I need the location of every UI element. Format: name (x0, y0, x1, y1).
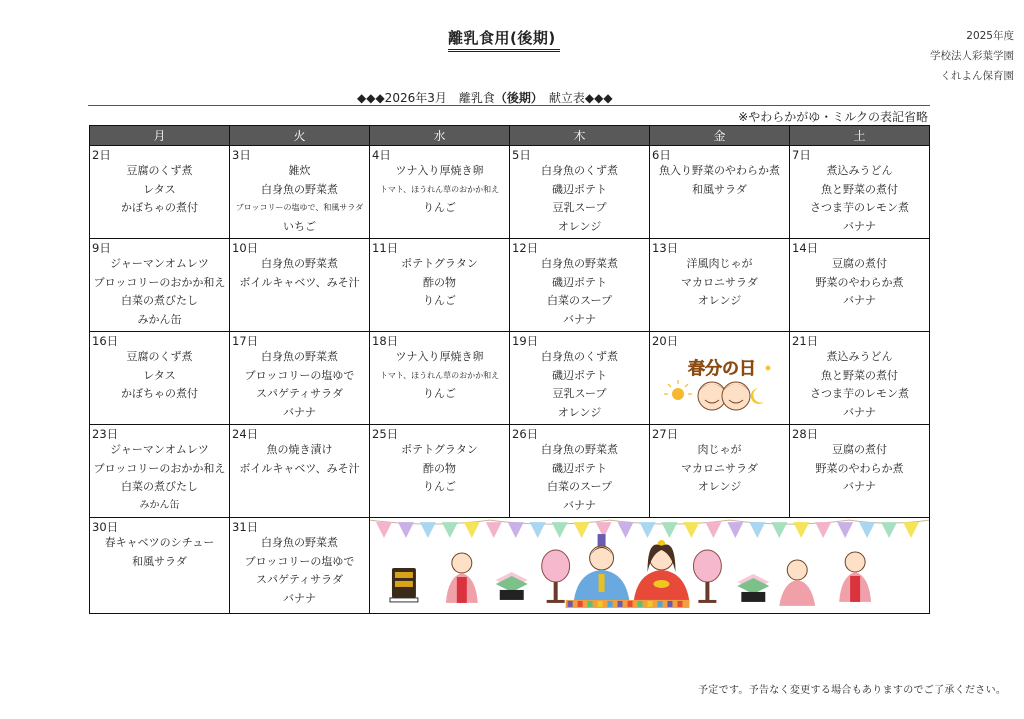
meal-item: マカロニサラダ (681, 461, 758, 475)
day-number: 7日 (792, 148, 811, 162)
day-cell (790, 332, 930, 425)
meal-item: 春キャベツのシチュー (104, 536, 215, 549)
day-number: 10日 (232, 241, 259, 255)
meal-item: 魚と野菜の煮付 (821, 182, 898, 196)
subtitle-suffix: 献立表◆◆◆ (536, 91, 613, 105)
subtitle-stage: （後期） (494, 91, 537, 105)
day-number: 21日 (792, 334, 819, 348)
meal-item: 白菜のスープ (547, 294, 612, 308)
weekday-sat: 土 (790, 126, 930, 146)
meal-item: ジャーマンオムレツ (110, 257, 209, 270)
day-cell (650, 239, 790, 332)
meal-item: レタス (143, 368, 176, 382)
meal-item: 白身魚の野菜煮 (261, 257, 338, 270)
hina-dolls-illustration (370, 518, 929, 610)
meal-item: 白身魚の野菜煮 (541, 257, 618, 270)
organization-info (930, 26, 1014, 86)
meal-item: ツナ入り厚焼き卵 (395, 350, 484, 363)
nursery-name: くれよん保育園 (940, 70, 1014, 82)
meal-item: 煮込みうどん (826, 164, 893, 177)
meal-item: ブロッコリーの塩ゆで、和風サラダ (235, 203, 364, 213)
meal-item: バナナ (843, 480, 876, 494)
document-title: 離乳食用(後期) (448, 27, 560, 52)
svg-text:春分の日: 春分の日 (688, 359, 756, 379)
day-cell (370, 332, 510, 425)
meal-item: バナナ (843, 294, 876, 308)
meal-item: 磯辺ポテト (552, 182, 607, 196)
day-cell (230, 146, 370, 239)
day-number: 27日 (652, 427, 679, 441)
day-number: 9日 (92, 241, 111, 255)
day-number: 31日 (232, 520, 259, 534)
meal-item: りんご (423, 294, 456, 308)
day-cell (90, 239, 230, 332)
day-number: 20日 (652, 334, 679, 348)
day-cell (230, 425, 370, 518)
day-cell (370, 146, 510, 239)
meal-item: 白身魚の野菜煮 (541, 443, 618, 456)
meal-item: ブロッコリーのおかか和え (93, 461, 226, 475)
meal-item: 磯辺ポテト (552, 275, 607, 289)
day-cell (370, 425, 510, 518)
meal-item: ジャーマンオムレツ (110, 443, 209, 456)
meal-item: りんご (423, 480, 456, 494)
omission-note: ※やわらかがゆ・ミルクの表記省略 (738, 110, 928, 124)
meal-item: 煮込みうどん (826, 350, 893, 363)
meal-item: さつま芋のレモン煮 (810, 201, 909, 215)
meal-item: 野菜のやわらか煮 (815, 461, 904, 475)
subtitle-prefix: ◆◆◆2026年3月 離乳食 (357, 91, 495, 105)
meal-item: 豆腐の煮付 (832, 257, 887, 270)
day-cell (230, 332, 370, 425)
day-cell (510, 332, 650, 425)
meal-item: かぼちゃの煮付 (121, 387, 198, 401)
meal-item: トマト、ほうれん草のおかか和え (379, 184, 500, 194)
meal-item: ポテトグラタン (401, 443, 478, 456)
meal-item: ブロッコリーのおかか和え (93, 275, 226, 289)
meal-item: オレンジ (697, 480, 742, 494)
footer-disclaimer: 予定です。予告なく変更する場合もありますのでご了承ください。 (698, 685, 1007, 696)
day-cell (790, 239, 930, 332)
day-number: 13日 (652, 241, 679, 255)
day-cell (650, 146, 790, 239)
meal-item: スパゲティサラダ (255, 573, 343, 587)
meal-item: 白身魚の野菜煮 (261, 350, 338, 363)
day-cell (230, 239, 370, 332)
meal-item: バナナ (283, 591, 316, 605)
meal-item: さつま芋のレモン煮 (810, 387, 909, 401)
day-number: 17日 (232, 334, 259, 348)
meal-item: 豆腐のくず煮 (126, 350, 193, 363)
day-number: 26日 (512, 427, 539, 441)
day-cell (90, 425, 230, 518)
day-number: 2日 (92, 148, 111, 162)
meal-item: ポテトグラタン (401, 257, 478, 270)
day-number: 16日 (92, 334, 119, 348)
menu-calendar (89, 125, 930, 614)
weekday-header-row (90, 126, 930, 146)
meal-item: バナナ (563, 498, 596, 512)
day-number: 6日 (652, 148, 671, 162)
meal-item: バナナ (843, 219, 876, 233)
meal-item: 魚と野菜の煮付 (821, 368, 898, 382)
meal-item: ツナ入り厚焼き卵 (395, 164, 484, 177)
week-row (90, 518, 930, 614)
menu-subtitle (357, 89, 613, 106)
meal-item: 豆腐のくず煮 (126, 164, 193, 177)
day-cell (650, 332, 790, 425)
meal-item: 和風サラダ (132, 554, 187, 568)
meal-item: バナナ (843, 405, 876, 419)
school-corp-name: 学校法人彩葉学園 (930, 50, 1014, 62)
day-number: 4日 (372, 148, 391, 162)
weekday-fri: 金 (650, 126, 790, 146)
day-cell (90, 146, 230, 239)
meal-item: レタス (143, 182, 176, 196)
day-number: 25日 (372, 427, 399, 441)
day-number: 3日 (232, 148, 251, 162)
meal-item: 白身魚の野菜煮 (261, 182, 338, 196)
meal-item: 洋風肉じゃが (686, 257, 753, 270)
divider-line (88, 105, 930, 106)
day-cell (790, 425, 930, 518)
meal-item: 白身魚の野菜煮 (261, 536, 338, 549)
meal-item: 魚入り野菜のやわらか煮 (659, 164, 780, 177)
meal-item: オレンジ (697, 294, 742, 308)
meal-item: オレンジ (557, 405, 602, 419)
meal-item: いちご (283, 219, 316, 233)
day-number: 11日 (372, 241, 399, 255)
week-row (90, 425, 930, 518)
day-number: 14日 (792, 241, 819, 255)
meal-item: みかん缶 (137, 312, 182, 326)
week-row (90, 146, 930, 239)
meal-item: 酢の物 (423, 275, 456, 289)
meal-item: ブロッコリーの塩ゆで (244, 368, 355, 382)
day-number: 30日 (92, 520, 119, 534)
meal-item: スパゲティサラダ (255, 387, 343, 401)
day-cell (650, 425, 790, 518)
meal-item: りんご (423, 387, 456, 401)
day-number: 12日 (512, 241, 539, 255)
day-number: 18日 (372, 334, 399, 348)
meal-item: 白身魚のくず煮 (541, 164, 618, 177)
day-cell (230, 518, 370, 614)
week-row (90, 332, 930, 425)
day-number: 19日 (512, 334, 539, 348)
day-cell (90, 518, 230, 614)
weekday-mon: 月 (90, 126, 230, 146)
day-number: 5日 (512, 148, 531, 162)
meal-item: 磯辺ポテト (552, 368, 607, 382)
meal-item: 白身魚のくず煮 (541, 350, 618, 363)
meal-item: りんご (423, 201, 456, 215)
meal-item: ボイルキャベツ、みそ汁 (239, 275, 360, 289)
meal-item: オレンジ (557, 219, 602, 233)
day-number: 23日 (92, 427, 119, 441)
day-number: 28日 (792, 427, 819, 441)
spring-equinox-icon (650, 350, 788, 420)
meal-item: バナナ (563, 312, 596, 326)
meal-item: 豆乳スープ (552, 201, 607, 215)
meal-item: 和風サラダ (692, 182, 747, 196)
meal-item: 豆腐の煮付 (832, 443, 887, 456)
weekday-tue: 火 (230, 126, 370, 146)
weekday-wed: 水 (370, 126, 510, 146)
meal-item: 肉じゃが (697, 443, 742, 456)
day-cell (790, 146, 930, 239)
meal-item: 酢の物 (423, 461, 456, 475)
meal-item: 白菜のスープ (547, 480, 612, 494)
week-row (90, 239, 930, 332)
day-number: 24日 (232, 427, 259, 441)
shunbun-illustration (650, 350, 789, 420)
meal-item: 磯辺ポテト (552, 461, 607, 475)
meal-item: 野菜のやわらか煮 (815, 275, 904, 289)
meal-item: かぼちゃの煮付 (121, 201, 198, 215)
meal-item: ブロッコリーの塩ゆで (244, 554, 355, 568)
fiscal-year: 2025年度 (966, 30, 1014, 42)
meal-item: バナナ (283, 405, 316, 419)
meal-item: 豆乳スープ (552, 387, 607, 401)
day-cell (510, 146, 650, 239)
day-cell (90, 332, 230, 425)
day-cell (510, 425, 650, 518)
meal-item: 白菜の煮びたし (121, 294, 198, 308)
meal-item: トマト、ほうれん草のおかか和え (379, 370, 500, 380)
meal-item: ボイルキャベツ、みそ汁 (239, 461, 360, 475)
hinamatsuri-illustration-cell (370, 518, 930, 614)
meal-item: マカロニサラダ (681, 275, 758, 289)
day-cell (510, 239, 650, 332)
meal-item: みかん缶 (139, 499, 180, 511)
meal-item: 雑炊 (288, 164, 311, 177)
meal-item: 白菜の煮びたし (121, 480, 198, 494)
weekday-thu: 木 (510, 126, 650, 146)
meal-item: 魚の焼き漬け (266, 443, 333, 456)
day-cell (370, 239, 510, 332)
